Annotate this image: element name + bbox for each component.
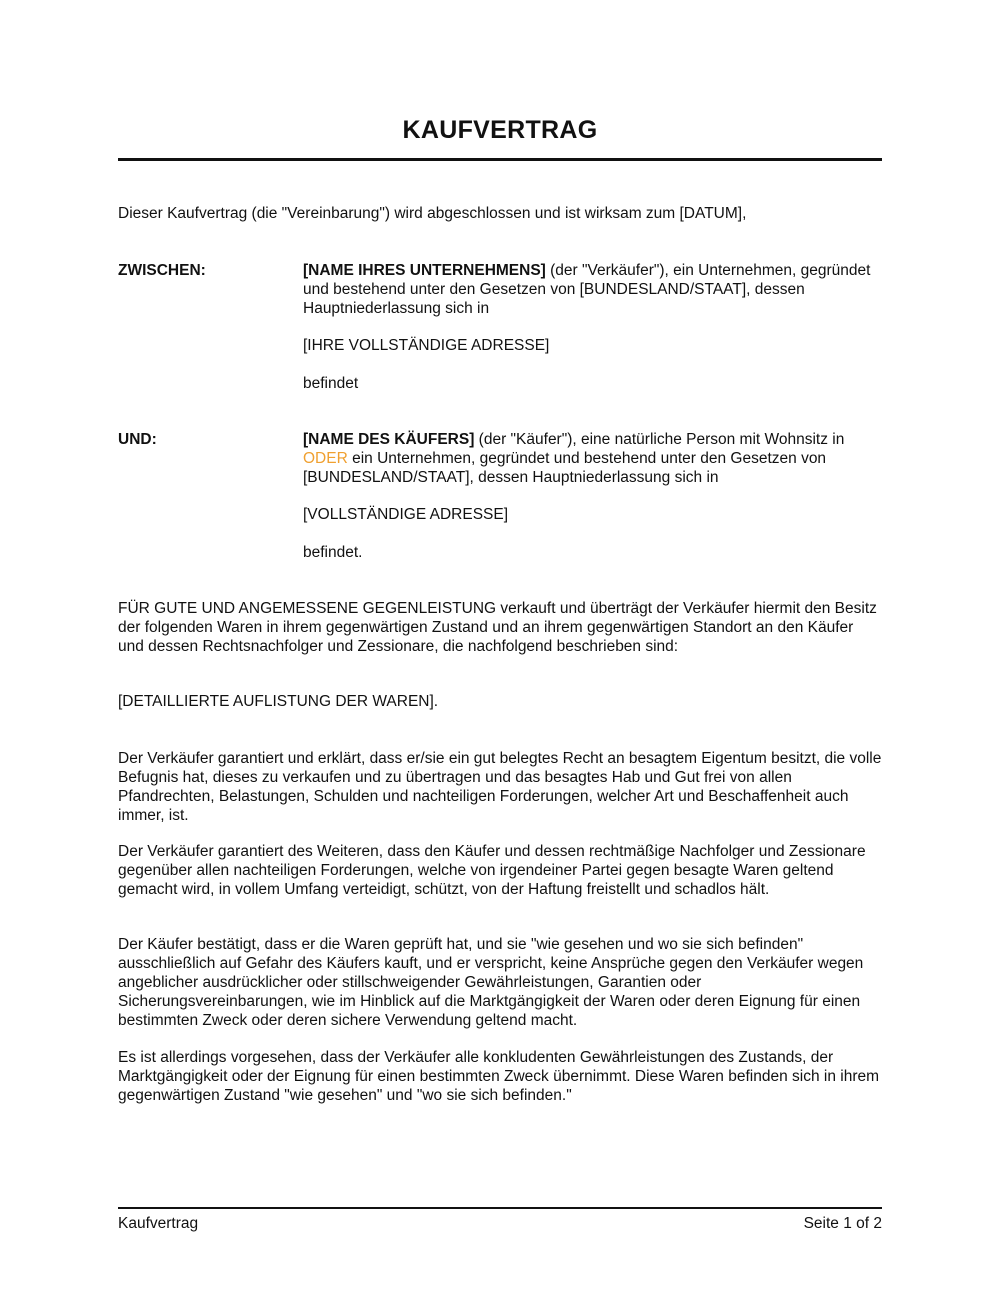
warranty-paragraph-1: Der Verkäufer garantiert und erklärt, dass er/sie ein gut belegtes Recht an besagtem Eigentum besitzt, die volle Befugnis hat, dieses zu verkaufen und zu übertragen und das besagtes Hab und Gut frei von allen Pfandrechten, Belastungen, Schulden und nachteiligen Forderungen, welcher Art und Beschaffenheit auch immer, ist. bbox=[118, 750, 882, 824]
warranty-paragraph-2: Der Verkäufer garantiert des Weiteren, dass den Käufer und dessen rechtmäßige Nachfolger und Zessionare gegenüber allen nachteiligen Forderungen, welche von irgendeiner Partei gegen besagte Waren geltend gemacht wird, in vollem Umfang verteidigt, schützt, von der Haftung freistellt und schadlos hält. bbox=[118, 843, 866, 898]
buyer-address: [VOLLSTÄNDIGE ADRESSE] bbox=[303, 506, 509, 523]
warranty-paragraph-3: Der Käufer bestätigt, dass er die Waren geprüft hat, und sie "wie gesehen und wo sie sich befinden" ausschließlich auf Gefahr des Käufers kauft, und er verspricht, keine Ansprüche gegen den Verkäufer wegen angeblicher ausdrücklicher oder stillschweigender Gewährleistungen, Garantien oder Sicherungsvereinbarungen, wie im Hinblick auf die Marktgängigkeit der Waren oder deren Eignung für einen bestimmten Zweck oder deren sichere Verwendung geltend macht. bbox=[118, 936, 864, 1029]
buyer-desc-text-1: (der "Käufer"), eine natürliche Person mit Wohnsitz in bbox=[474, 431, 845, 448]
or-highlight: ODER bbox=[303, 450, 348, 467]
warranty-paragraph-4: Es ist allerdings vorgesehen, dass der Verkäufer alle konkludenten Gewährleistungen des Zustands, der Marktgängigkeit oder der Eignung für einen bestimmten Zweck übernimmt. Diese Waren befinden sich in ihrem gegenwärtigen Zustand "wie gesehen" und "wo sie sich befinden." bbox=[118, 1049, 880, 1104]
consideration-paragraph: FÜR GUTE UND ANGEMESSENE GEGENLEISTUNG verkauft und überträgt der Verkäufer hiermit den Besitz der folgenden Waren in ihrem gegenwärtigen Zustand und an ihrem gegenwärtigen Standort an den Käufer und dessen Rechtsnachfolger und Zessionare, die nachfolgend beschrieben sind: bbox=[118, 600, 877, 655]
footer-page-number: Seite 1 of 2 bbox=[803, 1215, 882, 1232]
seller-address: [IHRE VOLLSTÄNDIGE ADRESSE] bbox=[303, 337, 550, 354]
footer-divider bbox=[118, 1207, 882, 1209]
intro-paragraph: Dieser Kaufvertrag (die "Vereinbarung") wird abgeschlossen und ist wirksam zum [DATUM], bbox=[118, 205, 747, 222]
seller-description bbox=[303, 261, 883, 318]
footer-doc-name: Kaufvertrag bbox=[118, 1215, 199, 1232]
seller-label: ZWISCHEN: bbox=[118, 262, 206, 279]
seller-name: [NAME IHRES UNTERNEHMENS] bbox=[303, 262, 546, 279]
document-title: KAUFVERTRAG bbox=[402, 116, 598, 144]
title-divider bbox=[118, 158, 882, 161]
buyer-label: UND: bbox=[118, 431, 157, 448]
seller-located: befindet bbox=[303, 375, 359, 392]
buyer-name: [NAME DES KÄUFERS] bbox=[303, 431, 475, 448]
buyer-desc-text-2: ein Unternehmen, gegründet und bestehend unter den Gesetzen von [BUNDESLAND/STAAT], dessen Hauptniederlassung sich in bbox=[303, 450, 827, 486]
buyer-description bbox=[303, 430, 883, 487]
buyer-located: befindet. bbox=[303, 544, 363, 561]
seller-desc-text: (der "Verkäufer"), ein Unternehmen, gegründet und bestehend unter den Gesetzen von [BUNDESLAND/STAAT], dessen Hauptniederlassung sich in bbox=[303, 262, 871, 317]
goods-list: [DETAILLIERTE AUFLISTUNG DER WAREN]. bbox=[118, 693, 439, 710]
